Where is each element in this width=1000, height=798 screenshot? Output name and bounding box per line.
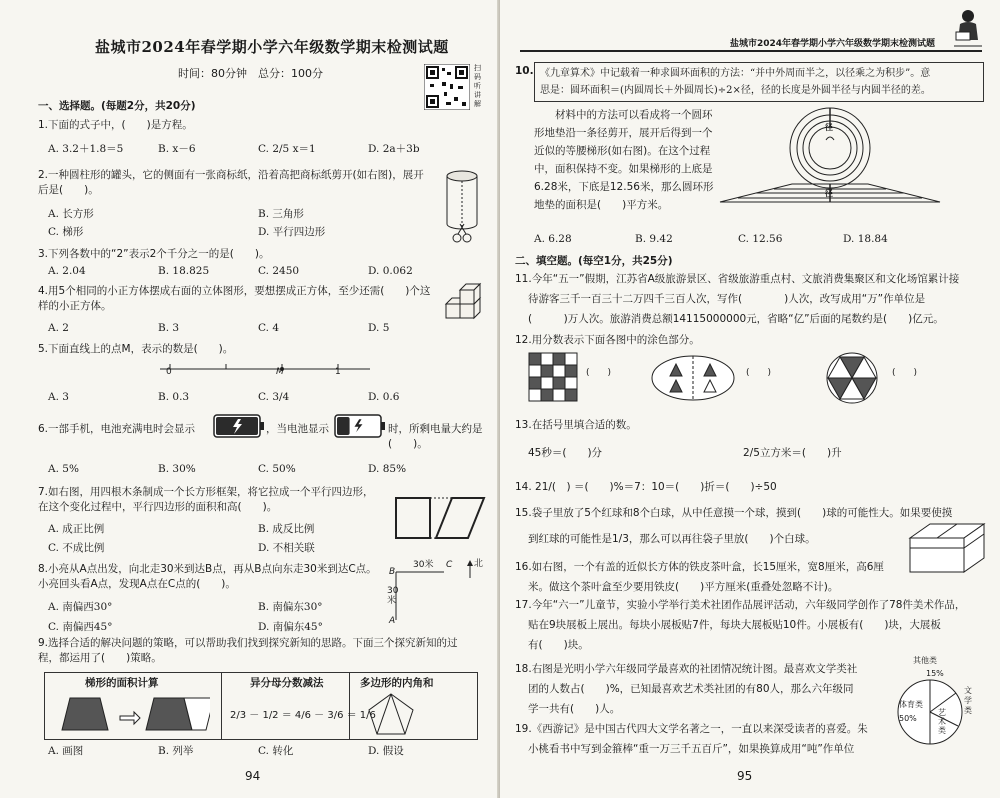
q9-box1-title: 梯形的面积计算 — [85, 677, 159, 689]
q4-stem: 4.用5个相同的小正方体摆成右面的立体图形，要想摆成正方体，至少还需( )个这样的小正方体。 — [38, 285, 431, 312]
q10-fig-label-top: 径 — [825, 123, 833, 132]
q12-grid-figure — [528, 352, 578, 402]
q2-stem: 2.一种圆柱形的罐头，它的侧面有一张商标纸，沿着高把商标纸剪开(如右图)，展开后是( )。 — [38, 169, 424, 196]
q3-stem: 3.下列各数中的“2”表示2个千分之一的是( )。 — [38, 248, 270, 260]
q7-option-d[interactable]: D. 不相关联 — [258, 542, 315, 554]
section-1-heading: 一、选择题。(每题2分，共20分) — [38, 100, 196, 112]
q3-option-b[interactable]: B. 18.825 — [158, 265, 210, 277]
exam-title: 盐城市2024年春学期小学六年级数学期末检测试题 — [95, 38, 449, 56]
q1-option-b[interactable]: B. x－6 — [158, 143, 196, 155]
path-figure — [384, 558, 484, 630]
fig-point-c: C — [446, 560, 453, 570]
q11-line2: 待游客三千一百三十二万四千三百人次，写作( )人次，改写成用“万”作单位是 — [528, 293, 926, 305]
q18-line2: 团的人数占( )%，已知最喜欢艺术类社团的有80人，那么六年级同 — [528, 683, 854, 695]
q12-hexagon-figure — [826, 352, 878, 404]
q6-option-b[interactable]: B. 30% — [158, 463, 196, 475]
q9-box2-title: 异分母分数减法 — [250, 677, 324, 689]
reading-boy-icon — [948, 6, 988, 50]
pie-label-sport: 体育类 — [899, 700, 923, 709]
q6-stem-b: ，当电池显示 — [266, 423, 329, 435]
q10-option-b[interactable]: B. 9.42 — [635, 233, 673, 245]
q10-option-a[interactable]: A. 6.28 — [534, 233, 572, 245]
battery-full-icon — [213, 413, 265, 439]
q2-option-c[interactable]: C. 梯形 — [48, 226, 84, 238]
q12-blank-2[interactable]: ( ) — [746, 368, 772, 378]
fig-30m-side: 30米 — [387, 586, 399, 606]
q8-option-c[interactable]: C. 南偏西45° — [48, 621, 113, 633]
pie-label-lit: 文学类 — [964, 686, 972, 715]
q10-fig-label-bottom: 径 — [825, 189, 833, 198]
q9-box3-title: 多边形的内角和 — [360, 677, 434, 689]
q6-stem-a: 6.一部手机，电池充满电时会显示 — [38, 423, 196, 435]
pie-label-sport-pct: 50% — [899, 714, 917, 723]
q15-line2: 到红球的可能性是1/3，那么可以再往袋子里放( )个白球。 — [528, 533, 816, 545]
q9-option-a[interactable]: A. 画图 — [48, 745, 84, 757]
axis-label-0: 0 — [166, 367, 172, 377]
q3-option-a[interactable]: A. 2.04 — [48, 265, 86, 277]
q8-stem: 8.小亮从A点出发，向北走30米到达B点，再从B点向东走30米到达C点。小亮回头看A点，发现A点在C点的( )。 — [38, 563, 377, 590]
trapezoid-transform-figure — [60, 694, 210, 734]
q9-option-b[interactable]: B. 列举 — [158, 745, 194, 757]
q14-equation: 14. 21/( ) ＝( )%＝7：10＝( )折＝( )÷50 — [515, 481, 777, 493]
q6-option-d[interactable]: D. 85% — [368, 463, 407, 475]
pie-label-art: 艺术类 — [938, 708, 946, 735]
q7-stem: 7.如右图，用四根木条制成一个长方形框架，将它拉成一个平行四边形，在这个变化过程中，平行四边形的面积和高( )。 — [38, 486, 374, 513]
q5-stem: 5.下面直线上的点M，表示的数是( )。 — [38, 343, 234, 355]
q2-option-b[interactable]: B. 三角形 — [258, 208, 304, 220]
can-figure — [442, 168, 482, 246]
q8-option-a[interactable]: A. 南偏西30° — [48, 601, 113, 613]
q19-line1: 19.《西游记》是中国古代四大文学名著之一，一直以来深受读者的喜爱。朱 — [515, 723, 868, 735]
q1-option-d[interactable]: D. 2a＋3b — [368, 143, 420, 155]
axis-label-m: M — [276, 367, 284, 377]
qr-code — [424, 64, 470, 110]
q19-line2: 小桃看书中写到金箍棒“重一万三千五百斤”，如果换算成用“吨”作单位 — [528, 743, 855, 755]
q10-option-d[interactable]: D. 18.84 — [843, 233, 888, 245]
q10-intro-line1: 《九章算术》中记载着一种求圆环面积的方法：“并中外周而半之，以径乘之为积步”。意 — [540, 68, 931, 79]
q13-item2: 2/5立方米＝( )升 — [743, 447, 842, 459]
q5-option-d[interactable]: D. 0.6 — [368, 391, 400, 403]
pentagon-figure — [366, 692, 416, 736]
header-rule — [520, 50, 982, 52]
q3-option-c[interactable]: C. 2450 — [258, 265, 300, 277]
q2-option-a[interactable]: A. 长方形 — [48, 208, 94, 220]
q17-line1: 17.今年“六一”儿童节，实验小学举行美术社团作品展评活动，六年级同学创作了78件美术作品， — [515, 599, 966, 611]
q5-option-b[interactable]: B. 0.3 — [158, 391, 190, 403]
fig-point-a: A — [389, 616, 396, 626]
q6-stem-c: 时，所剩电量大约是( )。 — [388, 423, 483, 450]
q2-option-d[interactable]: D. 平行四边形 — [258, 226, 326, 238]
pie-label-other-pct: 15% — [926, 669, 944, 678]
q13-item1: 45秒＝( )分 — [528, 447, 603, 459]
q7-option-a[interactable]: A. 成正比例 — [48, 523, 105, 535]
pie-label-other: 其他类 — [913, 656, 937, 665]
q10-option-c[interactable]: C. 12.56 — [738, 233, 783, 245]
q9-fraction-equation: 2/3 － 1/2 ＝ 4/6 － 3/6 ＝ 1/6 — [230, 710, 376, 721]
q9-option-c[interactable]: C. 转化 — [258, 745, 294, 757]
q18-line3: 学一共有( )人。 — [528, 703, 621, 715]
q10-intro-line2: 思是：圆环面积＝(内圆周长＋外圆周长)÷2×径，径的长度是外圆半径与内圆半径的差。 — [540, 85, 931, 96]
q1-option-a[interactable]: A. 3.2＋1.8＝5 — [48, 143, 124, 155]
q1-stem: 1.下面的式子中，( )是方程。 — [38, 119, 193, 131]
q17-line2: 贴在9块展板上展出。每块小展板贴7件，每块大展板贴10件。小展板有( )块，大展板 — [528, 619, 941, 631]
q13-stem: 13.在括号里填合适的数。 — [515, 419, 637, 431]
cubes-figure — [444, 282, 488, 326]
qr-label: 扫码听讲解 — [474, 64, 481, 108]
q12-ellipse-figure — [650, 354, 736, 402]
q4-option-a[interactable]: A. 2 — [48, 322, 69, 334]
q18-line1: 18.右图是光明小学六年级同学最喜欢的社团情况统计图。最喜欢文学类社 — [515, 663, 858, 675]
q5-option-c[interactable]: C. 3/4 — [258, 391, 290, 403]
running-header: 盐城市2024年春学期小学六年级数学期末检测试题 — [730, 39, 936, 49]
fig-north: 北 — [474, 559, 484, 569]
q3-option-d[interactable]: D. 0.062 — [368, 265, 413, 277]
q7-option-c[interactable]: C. 不成比例 — [48, 542, 105, 554]
q1-option-c[interactable]: C. 2/5 x＝1 — [258, 143, 316, 155]
q11-line1: 11.今年“五一”假期，江苏省A级旅游景区、省级旅游重点村、文旅消费集聚区和文化场馆累计接 — [515, 273, 960, 285]
tea-box-figure — [908, 520, 988, 576]
fig-point-b: B — [389, 567, 396, 577]
q5-option-a[interactable]: A. 3 — [48, 391, 69, 403]
q4-option-b[interactable]: B. 3 — [158, 322, 180, 334]
q12-stem: 12.用分数表示下面各图中的涂色部分。 — [515, 334, 700, 346]
q4-option-c[interactable]: C. 4 — [258, 322, 280, 334]
frame-figure — [392, 488, 488, 550]
q10-number: 10. — [515, 65, 534, 77]
fig-30m-top: 30米 — [413, 560, 434, 570]
ring-to-trapezoid-figure — [718, 106, 988, 214]
page-number-right: 95 — [737, 769, 753, 783]
number-line — [155, 355, 375, 381]
q4-option-d[interactable]: D. 5 — [368, 322, 390, 334]
q8-option-b[interactable]: B. 南偏东30° — [258, 601, 323, 613]
q6-option-c[interactable]: C. 50% — [258, 463, 296, 475]
q17-line3: 有( )块。 — [528, 639, 589, 651]
section-2-heading: 二、填空题。(每空1分，共25分) — [515, 255, 673, 267]
q11-line3: ( )万人次。旅游消费总额14115000000元，省略“亿”后面的尾数约是( )亿元。 — [528, 313, 944, 325]
q16-line2: 米。做这个茶叶盒至少要用铁皮( )平方厘米(重叠处忽略不计)。 — [528, 581, 839, 593]
q10-body: 材料中的方法可以看成将一个圆环形地垫沿一条径剪开，展开后得到一个近似的等腰梯形(如右图)。在这个过程中，面积保持不变。如果梯形的上底是6.28米，下底是12.56米，那么圆环形地垫的面积是( )平方米。 — [534, 109, 714, 211]
right-page — [500, 0, 1000, 798]
q8-option-d[interactable]: D. 南偏东45° — [258, 621, 323, 633]
page-number-left: 94 — [245, 769, 261, 783]
axis-label-1: 1 — [335, 367, 341, 377]
exam-info: 时间：80分钟 总分：100分 — [178, 67, 323, 80]
q12-blank-1[interactable]: ( ) — [586, 368, 612, 378]
battery-low-icon — [334, 413, 386, 439]
q9-option-d[interactable]: D. 假设 — [368, 745, 404, 757]
club-pie-chart — [894, 676, 966, 748]
q7-option-b[interactable]: B. 成反比例 — [258, 523, 315, 535]
q6-option-a[interactable]: A. 5% — [48, 463, 79, 475]
q16-line1: 16.如右图，一个有盖的近似长方体的铁皮茶叶盒，长15厘米，宽8厘米，高6厘 — [515, 561, 884, 573]
q9-stem: 9.选择合适的解决问题的策略，可以帮助我们找到探究新知的思路。下面三个探究新知的过程，都运用了( )策略。 — [38, 637, 458, 664]
q15-line1: 15.袋子里放了5个红球和8个白球，从中任意摸一个球，摸到( )球的可能性大。如果要使摸 — [515, 507, 953, 519]
q12-blank-3[interactable]: ( ) — [892, 368, 918, 378]
